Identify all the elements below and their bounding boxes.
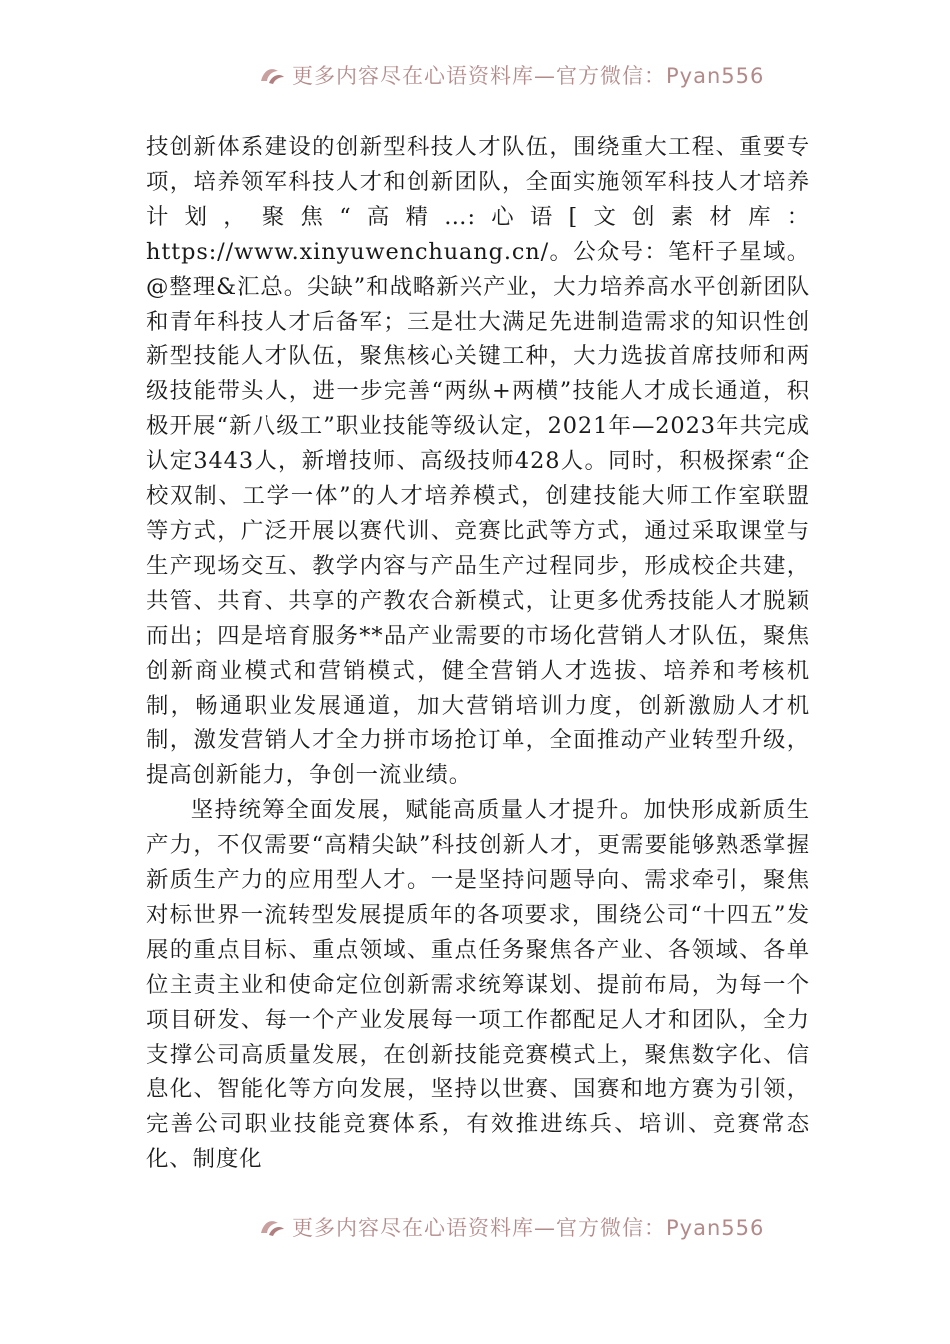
- brand-logo-icon: [258, 1215, 286, 1239]
- footer-watermark-text: 更多内容尽在心语资料库—官方微信：Pyan556: [292, 1216, 765, 1240]
- footer-watermark: [0, 1204, 950, 1244]
- document-body: [146, 130, 810, 1177]
- header-watermark: [0, 52, 950, 92]
- brand-logo-icon: [258, 63, 286, 87]
- paragraph-1: 技创新体系建设的创新型科技人才队伍，围绕重大工程、重要专项，培养领军科技人才和创新团队，全面实施领军科技人才培养计划，聚焦“高精…:心语[文创素材库：https://www.xinyuwenchuang.cn/。公众号：笔杆子星域。@整理&汇总。尖缺”和战略新兴产业，大力培养高水平创新团队和青年科技人才后备军；三是壮大满足先进制造需求的知识性创新型技能人才队伍，聚焦核心关键工种，大力选拔首席技师和两级技能带头人，进一步完善“两纵+两横”技能人才成长通道，积极开展“新八级工”职业技能等级认定，2021年—2023年共完成认定3443人，新增技师、高级技师428人。同时，积极探索“企校双制、工学一体”的人才培养模式，创建技能大师工作室联盟等方式，广泛开展以赛代训、竞赛比武等方式，通过采取课堂与生产现场交互、教学内容与产品生产过程同步，形成校企共建，共管、共育、共享的产教农合新模式，让更多优秀技能人才脱颖而出；四是培育服务**品产业需要的市场化营销人才队伍，聚焦创新商业模式和营销模式，健全营销人才选拔、培养和考核机制，畅通职业发展通道，加大营销培训力度，创新激励人才机制，激发营销人才全力拼市场抢订单，全面推动产业转型升级，提高创新能力，争创一流业绩。: [146, 134, 810, 789]
- header-watermark-text: 更多内容尽在心语资料库—官方微信：Pyan556: [292, 64, 765, 88]
- paragraph-2: 坚持统筹全面发展，赋能高质量人才提升。加快形成新质生产力，不仅需要“高精尖缺”科技创新人才，更需要能够熟悉掌握新质生产力的应用型人才。一是坚持问题导向、需求牵引，聚焦对标世界一流转型发展提质年的各项要求，围绕公司“十四五”发展的重点目标、重点领域、重点任务聚焦各产业、各领域、各单位主责主业和使命定位创新需求统筹谋划、提前布局，为每一个项目研发、每一个产业发展每一项工作都配足人才和团队，全力支撑公司高质量发展，在创新技能竞赛模式上，聚焦数字化、信息化、智能化等方向发展，坚持以世赛、国赛和地方赛为引领，完善公司职业技能竞赛体系，有效推进练兵、培训、竞赛常态化、制度化: [146, 797, 810, 1173]
